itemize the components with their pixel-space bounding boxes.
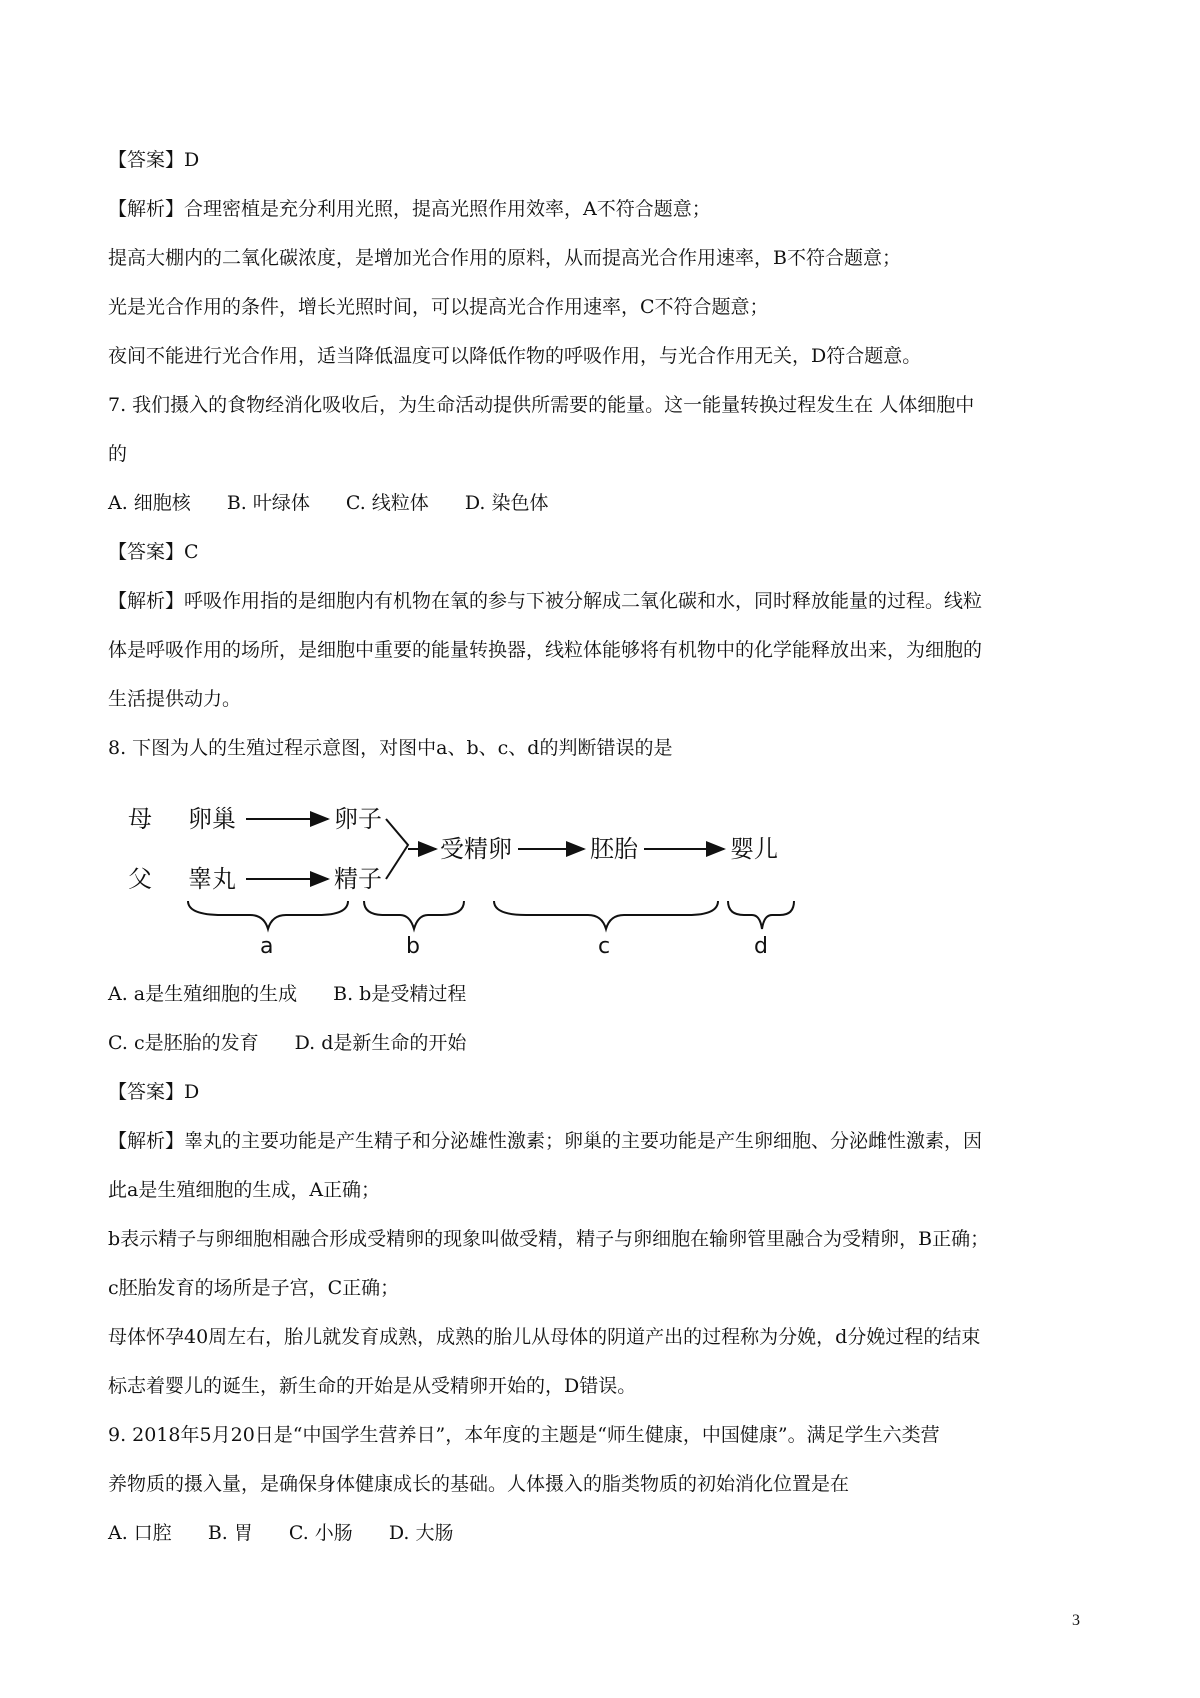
q7-stem: 的 [108, 443, 128, 465]
q8-analysis-line: 标志着婴儿的诞生，新生命的开始是从受精卵开始的，D错误。 [108, 1375, 637, 1397]
q7-analysis-line: 体是呼吸作用的场所，是细胞中重要的能量转换器，线粒体能够将有机物中的化学能释放出来，为细胞的 [108, 639, 983, 661]
q8-analysis-line: 【解析】睾丸的主要功能是产生精子和分泌雄性激素；卵巢的主要功能是产生卵细胞、分泌雌性激素，因 [108, 1130, 983, 1152]
q8-option-d: D. d是新生命的开始 [294, 1032, 467, 1054]
q9-option-d: D. 大肠 [388, 1522, 454, 1544]
q7-option-a: A. 细胞核 [108, 492, 191, 514]
label-d: d [754, 934, 768, 958]
q7-option-b: B. 叶绿体 [226, 492, 310, 514]
zygote-label: 受精卵 [440, 835, 512, 863]
q7-answer: 【答案】C [108, 541, 199, 563]
q8-options-row [108, 970, 1093, 1019]
q6-analysis-line: 光是光合作用的条件，增长光照时间，可以提高光合作用速率，C不符合题意； [108, 296, 769, 318]
q8-analysis-line: c胚胎发育的场所是子宫，C正确； [108, 1277, 400, 1299]
reproduction-diagram [122, 783, 882, 958]
ovary-label: 卵巢 [188, 805, 236, 833]
merge-lines [386, 819, 408, 879]
q7-option-c: C. 线粒体 [345, 492, 429, 514]
q8-answer: 【答案】D [108, 1081, 200, 1103]
brace-a [188, 901, 348, 929]
q8-option-b: B. b是受精过程 [333, 983, 467, 1005]
q6-answer: 【答案】D [108, 149, 200, 171]
label-b: b [406, 934, 420, 958]
q8-stem: 8. 下图为人的生殖过程示意图，对图中a、b、c、d的判断错误的是 [108, 737, 673, 759]
q6-analysis-line: 【解析】合理密植是充分利用光照，提高光照作用效率，A不符合题意； [108, 198, 711, 220]
q7-option-d: D. 染色体 [464, 492, 549, 514]
q9-option-a: A. 口腔 [108, 1522, 172, 1544]
baby-label: 婴儿 [730, 835, 778, 863]
q8-analysis-line: 此a是生殖细胞的生成，A正确； [108, 1179, 381, 1201]
egg-label: 卵子 [334, 805, 382, 833]
q9-stem: 9. 2018年5月20日是“中国学生营养日”，本年度的主题是“师生健康，中国健康”。满足学生六类营 [108, 1424, 940, 1446]
q6-analysis-line: 夜间不能进行光合作用，适当降低温度可以降低作物的呼吸作用，与光合作用无关，D符合题意。 [108, 345, 922, 367]
document-body [108, 136, 1093, 1558]
brace-b [364, 901, 464, 929]
q6-analysis-line: 提高大棚内的二氧化碳浓度，是增加光合作用的原料，从而提高光合作用速率，B不符合题意； [108, 247, 901, 269]
q7-stem: 7. 我们摄入的食物经消化吸收后，为生命活动提供所需要的能量。这一能量转换过程发生在 人体细胞中 [108, 394, 975, 416]
father-label: 父 [128, 865, 152, 893]
brace-d [728, 901, 794, 929]
q8-options-row [108, 1019, 1093, 1068]
q8-analysis-line: b表示精子与卵细胞相融合形成受精卵的现象叫做受精，精子与卵细胞在输卵管里融合为受精卵，B正确； [108, 1228, 990, 1250]
testis-label: 睾丸 [188, 865, 236, 893]
q9-stem: 养物质的摄入量，是确保身体健康成长的基础。人体摄入的脂类物质的初始消化位置是在 [108, 1473, 850, 1495]
brace-c [494, 901, 718, 929]
label-c: c [598, 934, 611, 958]
label-a: a [260, 934, 274, 958]
page-number: 3 [1072, 1612, 1080, 1629]
q7-options [108, 479, 1093, 528]
sperm-label: 精子 [334, 865, 382, 893]
embryo-label: 胚胎 [590, 835, 638, 863]
q7-analysis-line: 生活提供动力。 [108, 688, 242, 710]
q9-option-b: B. 胃 [207, 1522, 253, 1544]
q8-option-a: A. a是生殖细胞的生成 [108, 983, 298, 1005]
q9-options [108, 1509, 1093, 1558]
q7-analysis-line: 【解析】呼吸作用指的是细胞内有机物在氧的参与下被分解成二氧化碳和水，同时释放能量的过程。线粒 [108, 590, 983, 612]
mother-label: 母 [128, 805, 152, 833]
q9-option-c: C. 小肠 [288, 1522, 353, 1544]
q8-option-c: C. c是胚胎的发育 [108, 1032, 259, 1054]
q8-analysis-line: 母体怀孕40周左右，胎儿就发育成熟，成熟的胎儿从母体的阴道产出的过程称为分娩，d分娩过程的结束 [108, 1326, 981, 1348]
